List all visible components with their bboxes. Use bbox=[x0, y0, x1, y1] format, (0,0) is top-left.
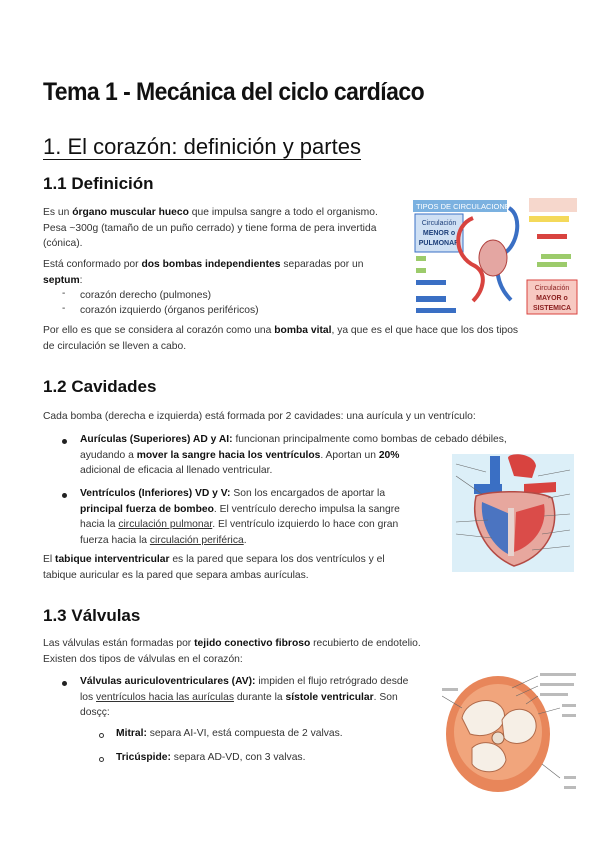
paragraph-tabiques: El tabique interventricular es la pared que separa los dos ventrículos y el tabique auricular es la pared que separa ambas aurículas. bbox=[43, 554, 385, 581]
svg-text:Circulación: Circulación bbox=[421, 220, 457, 227]
paragraph-bombas: Está conformado por dos bombas independientes separadas por un septum: bbox=[43, 259, 364, 286]
bullet-ventriculos: Ventrículos (Inferiores) VD y V: Son los encargados de aportar la principal fuerza de bombeo. El ventrículo derecho impulsa la sangre hacia la circulación pulmonar. El ventrículo izquierdo lo hace con gran fuerza hacia la circulación periférica. bbox=[80, 488, 400, 546]
heart-cavities-diagram bbox=[452, 454, 574, 572]
sub-bullet-ring bbox=[99, 733, 104, 738]
svg-text:MENOR o: MENOR o bbox=[422, 230, 456, 237]
paragraph-valvulas: Las válvulas están formadas por tejido conectivo fibroso recubierto de endotelio. Existen dos tipos de válvulas en el corazón: bbox=[43, 638, 421, 665]
svg-text:SISTEMICA: SISTEMICA bbox=[532, 305, 572, 312]
section-heading: 1. El corazón: definición y partes bbox=[43, 134, 361, 159]
bullet-valvulas-av: Válvulas auriculoventriculares (AV): impiden el flujo retrógrado desde los ventrículos hacia las aurículas durante la sístole ventricular. Son dosçç: bbox=[80, 676, 409, 718]
subsection-heading-definicion: 1.1 Definición bbox=[43, 174, 154, 193]
sub-item-mitral: Mitral: separa AI-VI, está compuesta de 2 valvas. bbox=[116, 728, 343, 739]
list-dash: - bbox=[62, 288, 66, 299]
subsection-heading-cavidades: 1.2 Cavidades bbox=[43, 377, 157, 396]
page-title: Tema 1 - Mecánica del ciclo cardíaco bbox=[43, 78, 425, 106]
heart-valves-diagram bbox=[442, 668, 578, 798]
paragraph-cavidades-intro: Cada bomba (derecha e izquierda) está formada por 2 cavidades: una aurícula y un ventrículo: bbox=[43, 411, 476, 422]
list-item: corazón derecho (pulmones) bbox=[80, 290, 212, 301]
svg-text:MAYOR o: MAYOR o bbox=[536, 295, 568, 302]
diagram-header: TIPOS DE CIRCULACIONES: bbox=[416, 202, 517, 211]
subsection-heading-valvulas: 1.3 Válvulas bbox=[43, 606, 141, 625]
svg-text:Circulación: Circulación bbox=[534, 285, 570, 292]
list-item: corazón izquierdo (órganos periféricos) bbox=[80, 305, 259, 316]
bullet-auriculas: Aurículas (Superiores) AD y AI: funcionan principalmente como bombas de cebado débiles, ayudando a mover la sangre hacia los ventrículos. Aportan un 20% adicional de eficacia al llenado ventricular. bbox=[80, 434, 507, 476]
bullet-dot bbox=[62, 439, 67, 444]
sub-item-tricuspide: Tricúspide: separa AD-VD, con 3 valvas. bbox=[116, 752, 306, 763]
circulation-diagram bbox=[413, 196, 579, 320]
bullet-dot bbox=[62, 493, 67, 498]
paragraph-bomba-vital: Por ello es que se considera al corazón como una bomba vital, ya que es el que hace que los dos tipos de circulación se lleven a cabo. bbox=[43, 325, 519, 352]
bullet-dot bbox=[62, 681, 67, 686]
svg-text:PULMONAR: PULMONAR bbox=[418, 240, 460, 247]
list-dash: - bbox=[62, 303, 66, 314]
paragraph-definicion: Es un órgano muscular hueco que impulsa sangre a todo el organismo. Pesa ~300g (tamaño de un puño cerrado) y tiene forma de pera invertida (cónica). bbox=[43, 207, 378, 249]
sub-bullet-ring bbox=[99, 757, 104, 762]
